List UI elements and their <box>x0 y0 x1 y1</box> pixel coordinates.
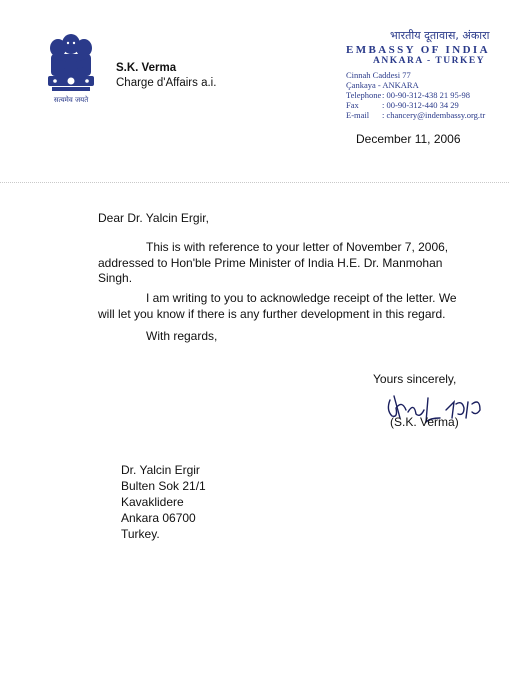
recipient-line: Kavaklidere <box>121 495 184 509</box>
embassy-address-line1: Cinnah Caddesi 77 <box>346 70 411 80</box>
body-paragraph-2 <box>98 291 470 322</box>
national-emblem-icon <box>40 30 102 118</box>
embassy-hindi-heading: भारतीय दूतावास, अंकारा <box>390 29 490 42</box>
emblem-motto: सत्यमेव जयते <box>53 96 89 104</box>
email-label: E-mail <box>346 110 370 120</box>
fold-divider <box>0 182 509 183</box>
telephone-value: : 00-90-312-438 21 95-98 <box>382 90 471 100</box>
fax-label: Fax <box>346 100 359 110</box>
recipient-line: Turkey. <box>121 527 160 541</box>
telephone-label: Telephone <box>346 90 382 100</box>
recipient-line: Dr. Yalcin Ergir <box>121 463 200 477</box>
body-paragraph-2-text: I am writing to you to acknowledge receipt of the letter. We will let you know if there is any further development in this regard. <box>98 291 457 321</box>
salutation: Dear Dr. Yalcin Ergir, <box>98 211 209 225</box>
letter-date: December 11, 2006 <box>356 132 461 146</box>
body-paragraph-1 <box>98 240 470 287</box>
sender-title: Charge d'Affairs a.i. <box>116 77 217 89</box>
email-value: : chancery@indembassy.org.tr <box>382 110 486 120</box>
recipient-line: Bulten Sok 21/1 <box>121 479 206 493</box>
recipient-line: Ankara 06700 <box>121 511 196 525</box>
sender-name: S.K. Verma <box>116 62 177 74</box>
embassy-address-line2: Çankaya - ANKARA <box>346 80 419 90</box>
signatory-name: (S.K. Verma) <box>390 415 459 429</box>
regards: With regards, <box>146 329 218 343</box>
embassy-subtitle: ANKARA - TURKEY <box>373 56 486 66</box>
body-paragraph-1-text: This is with reference to your letter of November 7, 2006, addressed to Hon'ble Prime Minister of India H.E. Dr. Manmohan Singh. <box>98 240 449 285</box>
closing: Yours sincerely, <box>373 372 457 386</box>
embassy-title: EMBASSY OF INDIA <box>346 44 490 56</box>
fax-value: : 00-90-312-440 34 29 <box>382 100 459 110</box>
